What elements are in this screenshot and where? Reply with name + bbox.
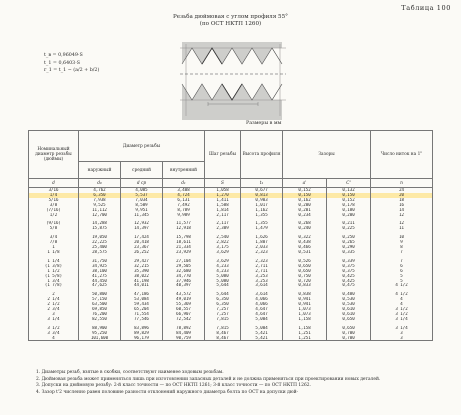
cell-clearance-a: 0,650 <box>283 269 327 274</box>
cell-height: 4,647 <box>241 307 283 312</box>
cell-inner: 29,505 <box>163 264 205 269</box>
cell-clearance-a: 0,466 <box>283 245 327 250</box>
notes <box>36 370 441 396</box>
cell-nominal: 1/4 <box>29 193 79 198</box>
cell-height: 2,323 <box>241 259 283 264</box>
cell-outer: 9,525 <box>79 203 121 208</box>
cell-clearance-c: 0,610 <box>327 312 371 317</box>
cell-tpi: 7 <box>371 259 433 264</box>
header-clearance: Зазоры <box>283 131 371 179</box>
cell-height: 2,711 <box>241 264 283 269</box>
cell-height: 0,813 <box>241 193 283 198</box>
cell-nominal: 1 1/4 <box>29 259 79 264</box>
cell-tpi: 5 <box>371 274 433 279</box>
header-height: Высота профиля <box>241 131 283 179</box>
cell-pitch: 2,117 <box>205 221 241 226</box>
cell-tpi: 12 <box>371 221 433 226</box>
cell-tpi: 4 <box>371 302 433 307</box>
cell-clearance-a: 1,251 <box>283 331 327 336</box>
cell-tpi: 3 <box>371 336 433 341</box>
cell-pitch: 1,270 <box>205 193 241 198</box>
cell-tpi: 11 <box>371 226 433 231</box>
cell-clearance-a: 1,158 <box>283 326 327 331</box>
cell-outer: 82,550 <box>79 317 121 322</box>
cell-inner: 21,334 <box>163 245 205 250</box>
symbol-d0: d₀ <box>79 179 121 188</box>
note-2: 2. Дюймовая резьба может применяться лишь при изготовлении запасных деталей и не должна применяться при проектировании новых деталей. <box>36 376 381 382</box>
cell-pitch: 5,644 <box>205 292 241 297</box>
cell-nominal: 3 <box>29 312 79 317</box>
cell-inner: 15,798 <box>163 235 205 240</box>
cell-height: 3,253 <box>241 274 283 279</box>
symbol-c: C' <box>327 179 371 188</box>
cell-inner: 78,892 <box>163 326 205 331</box>
cell-nominal: 1 1/8 <box>29 250 79 255</box>
cell-clearance-a: 0,941 <box>283 297 327 302</box>
table-title: Резьба дюймовая с углом профиля 55° <box>173 14 288 20</box>
cell-height: 2,033 <box>241 245 283 250</box>
cell-inner: 90,759 <box>163 336 205 341</box>
cell-pitch: 6,350 <box>205 297 241 302</box>
cell-tpi: 6 <box>371 264 433 269</box>
cell-tpi: 16 <box>371 203 433 208</box>
cell-pitch: 7,815 <box>205 317 241 322</box>
cell-nominal: 3/16 <box>29 188 79 193</box>
header-tpi: Число ниток на 1" <box>371 131 433 179</box>
cell-nominal: 1 1/2 <box>29 269 79 274</box>
cell-clearance-c: 0,250 <box>327 235 371 240</box>
cell-nominal: (1 3/8) <box>29 264 79 269</box>
thread-table <box>28 130 433 341</box>
cell-nominal: 3 1/4 <box>29 317 79 322</box>
cell-inner: 3,408 <box>163 188 205 193</box>
cell-height: 0,903 <box>241 198 283 203</box>
cell-nominal: 3 1/2 <box>29 326 79 331</box>
cell-outer: 44,450 <box>79 279 121 284</box>
cell-height: 5,421 <box>241 336 283 341</box>
cell-nominal: 3 3/4 <box>29 331 79 336</box>
cell-inner: 34,770 <box>163 274 205 279</box>
cell-middle: 17,424 <box>121 235 163 240</box>
cell-height: 1,355 <box>241 213 283 218</box>
cell-outer: 28,575 <box>79 250 121 255</box>
cell-pitch: 1,814 <box>205 208 241 213</box>
cell-nominal: 1/2 <box>29 213 79 218</box>
thread-profile-figure <box>178 42 288 120</box>
cell-clearance-a: 0,200 <box>283 203 327 208</box>
cell-inner: 55,369 <box>163 302 205 307</box>
cell-inner: 40,397 <box>163 283 205 288</box>
cell-pitch: 6,350 <box>205 302 241 307</box>
cell-outer: 50,800 <box>79 292 121 297</box>
cell-tpi: 3 1/2 <box>371 307 433 312</box>
cell-pitch: 2,117 <box>205 213 241 218</box>
cell-clearance-c: 0,375 <box>327 269 371 274</box>
cell-tpi: 4 1/2 <box>371 283 433 288</box>
cell-clearance-c: 0,375 <box>327 264 371 269</box>
cell-clearance-a: 1,158 <box>283 317 327 322</box>
cell-inner: 11,577 <box>163 221 205 226</box>
cell-outer: 38,100 <box>79 269 121 274</box>
cell-outer: 22,225 <box>79 240 121 245</box>
cell-clearance-a: 0,438 <box>283 240 327 245</box>
symbol-d1: d₁ <box>163 179 205 188</box>
formula-working-height: t_1 = 0,6403·S <box>44 60 81 66</box>
note-1: 1. Диаметры резьб, взятые в скобки, соответствуют наименее ходовым резьбам. <box>36 370 224 375</box>
cell-clearance-c: 0,335 <box>327 250 371 255</box>
cell-nominal: 3/4 <box>29 235 79 240</box>
cell-clearance-c: 0,530 <box>327 297 371 302</box>
cell-clearance-c: 0,265 <box>327 240 371 245</box>
cell-middle: 96,179 <box>121 336 163 341</box>
cell-middle: 32,215 <box>121 264 163 269</box>
cell-clearance-a: 0,150 <box>283 193 327 198</box>
cell-clearance-a: 0,941 <box>283 302 327 307</box>
cell-clearance-c: 0,150 <box>327 193 371 198</box>
cell-inner: 8,789 <box>163 208 205 213</box>
cell-clearance-c: 0,530 <box>327 302 371 307</box>
cell-tpi: 8 <box>371 245 433 250</box>
cell-height: 5,004 <box>241 326 283 331</box>
cell-tpi: 5 <box>371 279 433 284</box>
cell-outer: 76,200 <box>79 312 121 317</box>
cell-outer: 15,875 <box>79 226 121 231</box>
cell-middle: 53,084 <box>121 297 163 302</box>
cell-pitch: 7,257 <box>205 312 241 317</box>
cell-nominal: 3/8 <box>29 203 79 208</box>
cell-clearance-a: 0,268 <box>283 221 327 226</box>
cell-height: 1,355 <box>241 221 283 226</box>
cell-inner: 32,680 <box>163 269 205 274</box>
cell-height: 2,323 <box>241 250 283 255</box>
cell-middle: 14,397 <box>121 226 163 231</box>
cell-nominal: (7/16) <box>29 208 79 213</box>
cell-tpi: 3 <box>371 331 433 336</box>
cell-pitch: 2,540 <box>205 235 241 240</box>
cell-middle: 47,186 <box>121 292 163 297</box>
cell-pitch: 7,257 <box>205 307 241 312</box>
cell-tpi: 10 <box>371 235 433 240</box>
cell-tpi: 3 1/4 <box>371 317 433 322</box>
cell-tpi: 18 <box>371 198 433 203</box>
figure-caption: Размеры в мм <box>246 121 282 126</box>
cell-outer: 41,275 <box>79 274 121 279</box>
cell-pitch: 2,822 <box>205 240 241 245</box>
note-3: 3. Допуски на дюймовую резьбу: 2-й класс точности — по ОСТ НКТП 1261; 3-й класс точности — по ОСТ НКТП 1262. <box>36 383 311 389</box>
cell-clearance-a: 0,240 <box>283 226 327 231</box>
cell-middle: 4,085 <box>121 188 163 193</box>
table-body <box>29 188 433 341</box>
cell-tpi: 20 <box>371 193 433 198</box>
cell-outer: 14,288 <box>79 221 121 226</box>
cell-inner: 43,572 <box>163 292 205 297</box>
cell-height: 1,479 <box>241 226 283 231</box>
cell-height: 3,253 <box>241 279 283 284</box>
header-outer: наружный <box>79 162 121 179</box>
cell-pitch: 4,233 <box>205 264 241 269</box>
cell-outer: 69,850 <box>79 307 121 312</box>
cell-middle: 29,427 <box>121 259 163 264</box>
cell-middle: 7,034 <box>121 198 163 203</box>
cell-nominal: 5/8 <box>29 226 79 231</box>
cell-middle: 26,252 <box>121 250 163 255</box>
cell-clearance-c: 0,610 <box>327 307 371 312</box>
cell-tpi: 7 <box>371 250 433 255</box>
table-subtitle: (по ОСТ НКТП 1260) <box>199 21 262 27</box>
cell-middle: 5,537 <box>121 193 163 198</box>
cell-clearance-a: 0,201 <box>283 208 327 213</box>
cell-inner: 84,409 <box>163 331 205 336</box>
formula-radius: r_1 = t_1 − (a/2 + b/2) <box>44 68 100 73</box>
cell-nominal: 1 <box>29 245 79 250</box>
cell-clearance-c: 0,650 <box>327 317 371 322</box>
cell-clearance-c: 0,152 <box>327 198 371 203</box>
cell-outer: 6,350 <box>79 193 121 198</box>
cell-pitch: 5,644 <box>205 283 241 288</box>
cell-clearance-a: 0,650 <box>283 264 327 269</box>
cell-height: 1,626 <box>241 235 283 240</box>
cell-tpi: 12 <box>371 213 433 218</box>
cell-pitch: 2,309 <box>205 226 241 231</box>
cell-height: 4,066 <box>241 297 283 302</box>
cell-clearance-a: 1,073 <box>283 312 327 317</box>
cell-height: 1,162 <box>241 208 283 213</box>
cell-clearance-a: 0,162 <box>283 198 327 203</box>
cell-nominal: 2 3/4 <box>29 307 79 312</box>
cell-clearance-a: 0,526 <box>283 259 327 264</box>
cell-height: 1,017 <box>241 203 283 208</box>
cell-middle: 44,011 <box>121 283 163 288</box>
cell-nominal: 5/16 <box>29 198 79 203</box>
cell-clearance-c: 0,700 <box>327 331 371 336</box>
cell-outer: 11,112 <box>79 208 121 213</box>
cell-clearance-c: 0,480 <box>327 292 371 297</box>
cell-inner: 37,946 <box>163 279 205 284</box>
cell-clearance-c: 0,425 <box>327 274 371 279</box>
cell-height: 3,614 <box>241 283 283 288</box>
cell-clearance-a: 0,720 <box>283 279 327 284</box>
cell-outer: 101,600 <box>79 336 121 341</box>
cell-nominal: 2 <box>29 292 79 297</box>
cell-nominal: (1 5/8) <box>29 274 79 279</box>
cell-outer: 88,900 <box>79 326 121 331</box>
cell-tpi: 3 1/4 <box>371 326 433 331</box>
cell-tpi: 4 1/2 <box>371 292 433 297</box>
cell-clearance-c: 0,700 <box>327 336 371 341</box>
cell-height: 4,647 <box>241 312 283 317</box>
symbol-a: a' <box>283 179 327 188</box>
symbol-dcp: d ср <box>121 179 163 188</box>
cell-pitch: 3,175 <box>205 245 241 250</box>
cell-clearance-c: 0,200 <box>327 213 371 218</box>
cell-outer: 31,750 <box>79 259 121 264</box>
cell-inner: 7,492 <box>163 203 205 208</box>
cell-tpi: 14 <box>371 208 433 213</box>
cell-inner: 12,918 <box>163 226 205 231</box>
cell-clearance-c: 0,425 <box>327 279 371 284</box>
cell-nominal: (9/16) <box>29 221 79 226</box>
cell-middle: 23,367 <box>121 245 163 250</box>
header-inner: внутренний <box>163 162 205 179</box>
cell-nominal: (1 7/8) <box>29 283 79 288</box>
cell-clearance-a: 0,152 <box>283 188 327 193</box>
cell-outer: 25,400 <box>79 245 121 250</box>
cell-outer: 47,625 <box>79 283 121 288</box>
cell-inner: 9,989 <box>163 213 205 218</box>
cell-pitch: 8,467 <box>205 336 241 341</box>
cell-clearance-c: 0,180 <box>327 208 371 213</box>
cell-inner: 18,611 <box>163 240 205 245</box>
cell-middle: 9,951 <box>121 208 163 213</box>
cell-pitch: 5,080 <box>205 279 241 284</box>
cell-outer: 7,938 <box>79 198 121 203</box>
cell-clearance-c: 0,211 <box>327 221 371 226</box>
cell-middle: 12,932 <box>121 221 163 226</box>
table-row <box>29 336 433 341</box>
cell-tpi: 6 <box>371 269 433 274</box>
cell-middle: 83,896 <box>121 326 163 331</box>
cell-middle: 8,509 <box>121 203 163 208</box>
cell-middle: 59,434 <box>121 302 163 307</box>
cell-tpi: 9 <box>371 240 433 245</box>
cell-middle: 41,198 <box>121 279 163 284</box>
cell-pitch: 3,629 <box>205 259 241 264</box>
cell-height: 1,807 <box>241 240 283 245</box>
cell-outer: 12,700 <box>79 213 121 218</box>
cell-clearance-a: 0,750 <box>283 274 327 279</box>
formula-depth: t_в = 0,96049·S <box>44 53 83 58</box>
cell-outer: 34,925 <box>79 264 121 269</box>
cell-outer: 95,250 <box>79 331 121 336</box>
cell-inner: 23,929 <box>163 250 205 255</box>
cell-pitch: 4,233 <box>205 269 241 274</box>
cell-height: 0,677 <box>241 188 283 193</box>
cell-outer: 57,150 <box>79 297 121 302</box>
cell-outer: 63,500 <box>79 302 121 307</box>
cell-tpi: 24 <box>371 188 433 193</box>
cell-clearance-c: 0,132 <box>327 188 371 193</box>
cell-tpi: 3 1/2 <box>371 312 433 317</box>
cell-height: 3,614 <box>241 292 283 297</box>
cell-pitch: 1,588 <box>205 203 241 208</box>
cell-height: 2,711 <box>241 269 283 274</box>
cell-inner: 66,907 <box>163 312 205 317</box>
cell-nominal: 2 1/2 <box>29 302 79 307</box>
cell-clearance-c: 0,178 <box>327 203 371 208</box>
table-number: Таблица 100 <box>401 4 451 12</box>
cell-outer: 4,762 <box>79 188 121 193</box>
cell-middle: 11,345 <box>121 213 163 218</box>
symbol-s: S <box>205 179 241 188</box>
formulas-block <box>44 52 99 75</box>
cell-clearance-a: 0,322 <box>283 235 327 240</box>
cell-clearance-a: 0,234 <box>283 213 327 218</box>
cell-pitch: 1,058 <box>205 188 241 193</box>
cell-middle: 65,204 <box>121 307 163 312</box>
cell-pitch: 5,080 <box>205 274 241 279</box>
cell-clearance-c: 0,290 <box>327 245 371 250</box>
symbol-t1: t₁ <box>241 179 283 188</box>
cell-inner: 60,557 <box>163 307 205 312</box>
cell-height: 5,421 <box>241 331 283 336</box>
note-4: 4. Зазор t'2 численно равен половине разности отклонений наружного диаметра болта по ОСТ на допуски дюй- <box>36 389 299 395</box>
symbol-n: n <box>371 179 433 188</box>
cell-clearance-c: 0,339 <box>327 259 371 264</box>
cell-inner: 6,131 <box>163 198 205 203</box>
cell-inner: 27,104 <box>163 259 205 264</box>
cell-pitch: 7,815 <box>205 326 241 331</box>
cell-middle: 20,418 <box>121 240 163 245</box>
cell-middle: 35,390 <box>121 269 163 274</box>
cell-middle: 89,829 <box>121 331 163 336</box>
cell-outer: 19,050 <box>79 235 121 240</box>
header-middle: средний <box>121 162 163 179</box>
cell-pitch: 1,411 <box>205 198 241 203</box>
cell-middle: 38,022 <box>121 274 163 279</box>
cell-pitch: 8,467 <box>205 331 241 336</box>
header-pitch: Шаг резьбы <box>205 131 241 179</box>
cell-height: 5,004 <box>241 317 283 322</box>
cell-nominal: 4 <box>29 336 79 341</box>
cell-clearance-a: 0,531 <box>283 250 327 255</box>
cell-height: 4,066 <box>241 302 283 307</box>
symbol-d: d <box>29 179 79 188</box>
cell-middle: 77,546 <box>121 317 163 322</box>
cell-nominal: 7/8 <box>29 240 79 245</box>
cell-inner: 4,724 <box>163 193 205 198</box>
cell-clearance-a: 1,073 <box>283 307 327 312</box>
cell-inner: 72,542 <box>163 317 205 322</box>
cell-clearance-a: 0,838 <box>283 292 327 297</box>
cell-clearance-c: 0,475 <box>327 283 371 288</box>
cell-nominal: 2 1/4 <box>29 297 79 302</box>
cell-nominal: 1 3/4 <box>29 279 79 284</box>
header-nominal: Номинальный диаметр резьбы (дюймы) <box>29 131 79 179</box>
cell-middle: 71,554 <box>121 312 163 317</box>
header-diameter: Диаметр резьбы <box>79 131 205 162</box>
cell-clearance-a: 0,833 <box>283 283 327 288</box>
cell-inner: 49,019 <box>163 297 205 302</box>
cell-clearance-c: 0,225 <box>327 226 371 231</box>
cell-pitch: 3,629 <box>205 250 241 255</box>
cell-tpi: 4 <box>371 297 433 302</box>
cell-clearance-a: 1,251 <box>283 336 327 341</box>
cell-clearance-c: 0,650 <box>327 326 371 331</box>
